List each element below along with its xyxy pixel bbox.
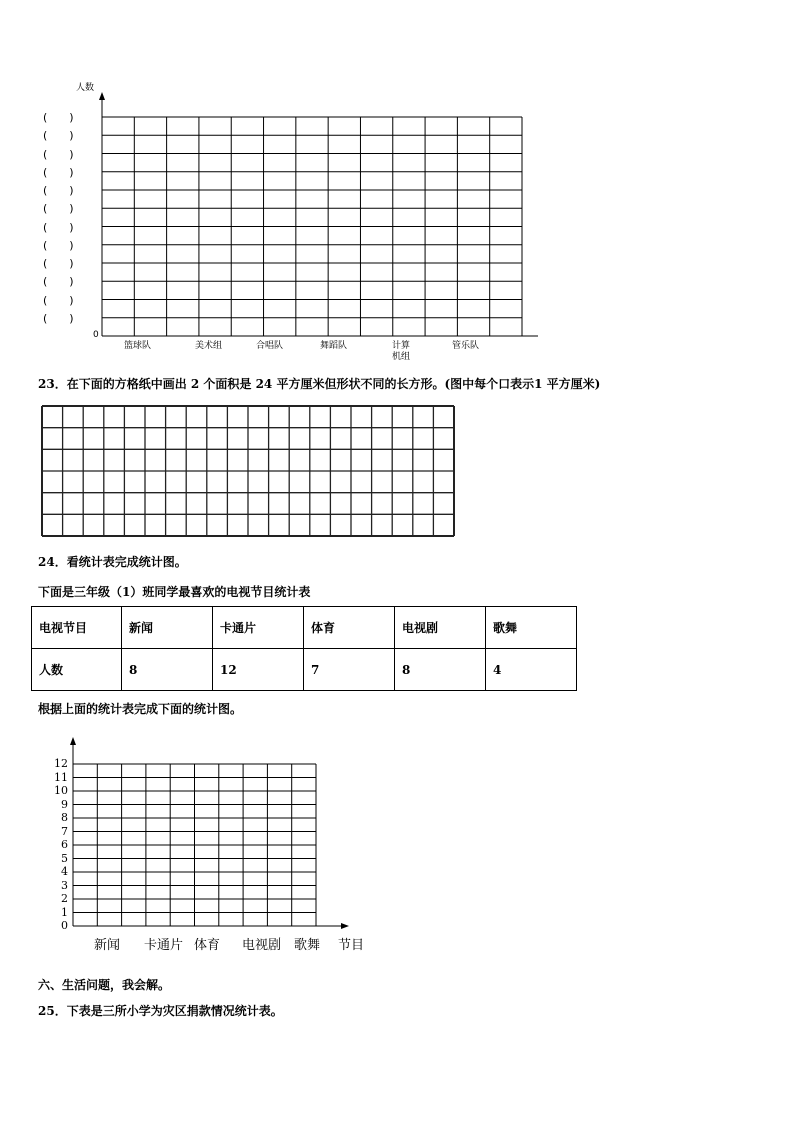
chart1-category-label: 舞蹈队	[320, 341, 348, 351]
table-cell: 8	[122, 649, 213, 691]
chart2-x-label: 节目	[338, 938, 365, 953]
table-header-row	[32, 607, 577, 649]
y-tick-blank[interactable]: ( )	[43, 147, 74, 161]
chart2-x-arrow	[341, 923, 349, 929]
table-cell: 新闻	[122, 607, 213, 649]
y-tick-label: 4	[61, 865, 68, 878]
x-category-label: 卡通片	[144, 938, 184, 953]
table-cell: 电视剧	[395, 607, 486, 649]
y-tick-label: 3	[61, 878, 68, 892]
table-cell: 体育	[304, 607, 395, 649]
q23-text: 23．在下面的方格纸中画出 2 个面积是 24 平方厘米但形状不同的长方形。(图中每个口表示1 平方厘米)	[38, 377, 601, 391]
y-tick-blank[interactable]: ( )	[43, 184, 74, 197]
y-tick-label: 9	[61, 797, 68, 811]
y-tick-label: 11	[54, 770, 68, 784]
x-category-label: 新闻	[94, 938, 121, 953]
y-tick-label: 1	[61, 905, 68, 919]
x-category-label: 电视剧	[242, 938, 282, 953]
y-tick-label: 2	[61, 892, 68, 905]
y-tick-label: 7	[61, 824, 68, 838]
y-tick-label: 12	[54, 757, 68, 770]
table-cell: 卡通片	[213, 607, 304, 649]
y-tick-label: 0	[61, 919, 68, 932]
y-tick-label: 8	[61, 811, 68, 824]
y-tick-blank[interactable]: ( )	[43, 220, 74, 234]
y-tick-blank[interactable]: ( )	[43, 238, 74, 252]
chart1-category-label: 计算 机组	[392, 341, 411, 362]
chart1-category-label: 合唱队	[256, 341, 284, 351]
y-tick-blank[interactable]: ( )	[43, 202, 74, 216]
chart1-grid	[0, 0, 794, 370]
x-category-label: 体育	[194, 938, 221, 953]
table-row	[32, 649, 577, 691]
y-tick-blank[interactable]: ( )	[43, 129, 74, 143]
y-tick-blank[interactable]: ( )	[43, 257, 74, 270]
chart1-origin: 0	[93, 330, 99, 340]
chart2-y-arrow	[70, 737, 76, 745]
table-cell: 8	[395, 649, 486, 691]
y-tick-label: 5	[61, 851, 68, 865]
q24-instruction: 根据上面的统计表完成下面的统计图。	[38, 702, 243, 716]
q23-square-grid[interactable]	[40, 404, 458, 540]
chart1-y-arrow	[99, 92, 105, 100]
table-cell: 12	[213, 649, 304, 691]
section6-title: 六、生活问题，我会解。	[38, 978, 171, 992]
y-tick-label: 10	[54, 784, 68, 797]
y-tick-blank[interactable]: ( )	[43, 165, 74, 179]
q25-text: 25．下表是三所小学为灾区捐款情况统计表。	[38, 1004, 283, 1018]
y-tick-blank[interactable]: ( )	[43, 111, 74, 124]
table-cell: 4	[486, 649, 577, 691]
x-category-label: 歌舞	[294, 938, 321, 953]
y-tick-blank[interactable]: ( )	[43, 311, 74, 325]
chart1-y-label: 人数	[76, 83, 95, 93]
q24-table-caption: 下面是三年级（1）班同学最喜欢的电视节目统计表	[38, 585, 311, 599]
table-cell: 7	[304, 649, 395, 691]
table-cell: 人数	[32, 649, 122, 691]
q24-title: 24．看统计表完成统计图。	[38, 555, 187, 569]
table-cell: 歌舞	[486, 607, 577, 649]
y-tick-blank[interactable]: ( )	[43, 275, 74, 289]
y-tick-label: 6	[61, 838, 68, 851]
chart2-grid[interactable]	[0, 730, 794, 960]
chart1-category-label: 美术组	[195, 341, 223, 351]
table-cell: 电视节目	[32, 607, 122, 649]
y-tick-blank[interactable]: ( )	[43, 293, 74, 307]
chart1-category-label: 篮球队	[124, 341, 152, 351]
chart1-category-label: 管乐队	[452, 341, 480, 351]
tv-program-table	[31, 606, 577, 691]
